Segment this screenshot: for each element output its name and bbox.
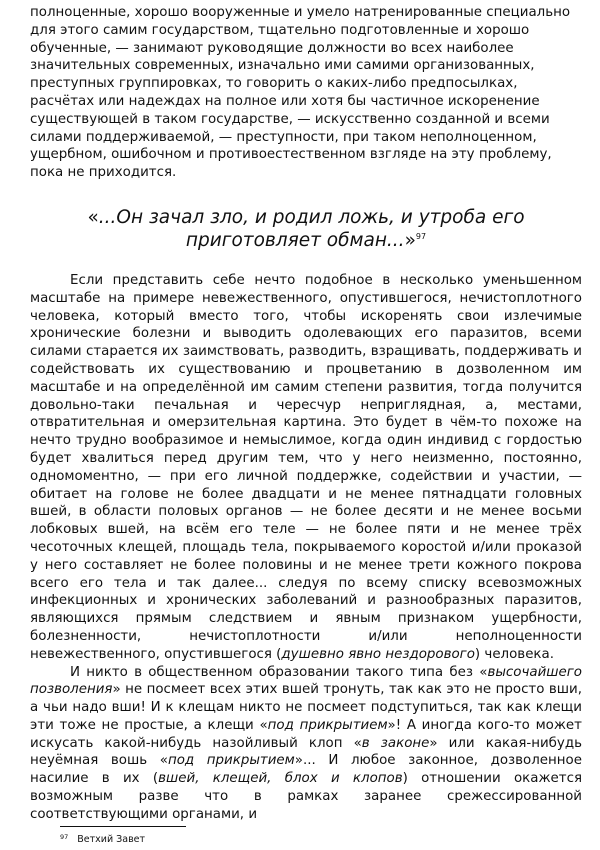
page-body bbox=[30, 4, 582, 824]
footnote-number: 97 bbox=[60, 833, 69, 841]
paragraph-continued: полноценные, хорошо вооруженные и умело натренированные специально для этого самим государством, тщательно подготовленные и хорошо обученные, — занимают руководящие должности во всех наиболее значительных современных, изначально ими самими организованных, преступных группировках, то говорить о каких-либо предпосылках, расчётах или надеждах на полное или хотя бы частичное искоренение существующей в таком государстве, — искусственно созданной и всеми силами поддерживаемой, — преступности, при таком неполноценном, ущербном, ошибочном и противоестественном взгляде на эту проблему, пока не приходится. bbox=[30, 5, 571, 181]
italic-phrase: высочайшего позволения bbox=[30, 664, 582, 698]
paragraph-text: »... И любое законное, дозволенное насилие в их ( bbox=[30, 753, 582, 787]
epigraph-quote bbox=[30, 206, 582, 252]
paragraph-text: » не посмеет всех этих вшей тронуть, так как это не просто вши, а чьи надо вши! И к клещам никто не посмеет подступиться, так как клещи эти тоже не простые, а клещи « bbox=[30, 682, 582, 733]
paragraph-text: И никто в общественном образовании такого типа без « bbox=[70, 664, 488, 680]
footnote-reference[interactable]: 97 bbox=[415, 231, 427, 241]
quote-text: ...Он зачал зло, и родил ложь, и утроба его приготовляет обман... bbox=[98, 206, 525, 251]
paragraph-text: » или какая-нибудь неуёмная вошь « bbox=[30, 735, 582, 769]
paragraph-lice-metaphor bbox=[30, 272, 582, 664]
quote-open-mark: « bbox=[87, 206, 99, 228]
italic-phrase: вшей, клещей, блох и клопов bbox=[158, 771, 403, 787]
footnote-text: Ветхий Завет bbox=[77, 834, 146, 845]
footnote bbox=[60, 826, 186, 846]
paragraph-text: ) человека. bbox=[474, 646, 554, 662]
paragraph-untouchable bbox=[30, 664, 582, 824]
italic-phrase: в законе bbox=[361, 735, 430, 751]
italic-phrase: душевно явно нездорового bbox=[281, 646, 475, 662]
paragraph-text: ) отношении окажется возможным разве что в рамках заранее срежессированной соответствующими органами, и bbox=[30, 771, 582, 822]
paragraph-text: »! А иногда кого-то может искусать какой-нибудь назойливый клоп « bbox=[30, 717, 582, 751]
italic-phrase: под прикрытием bbox=[267, 717, 388, 733]
italic-phrase: под прикрытием bbox=[167, 753, 295, 769]
paragraph-text: Если представить себе нечто подобное в несколько уменьшенном масштабе на примере невежественного, опустившегося, нечистоплотного человека, который вместо того, чтобы искоренять свои излечимые хронические болезни и выводить одолевающих его паразитов, всеми силами старается их заимствовать, разводить, взращивать, поддерживать и содействовать их существованию и процветанию в дозволенном им масштабе и на определённой им самим степени развития, тогда получится довольно-таки печальная и чересчур неприглядная, а, местами, отвратительная и омерзительная картина. Это будет в чём-то похоже на нечто трудно вообразимое и немыслимое, когда один индивид с гордостью будет хвалиться перед другим тем, что у него неизменно, постоянно, одномоментно, — при его личной поддержке, содействии и участии, — обитает на голове не более двадцати и не менее пятнадцати головных вшей, в области половых органов — не более десяти и не менее восьми лобковых вшей, на всём его теле — не более пяти и не менее трёх чесоточных клещей, площадь тела, покрываемого коростой и/или проказой у него составляет не более половины и не менее трети кожного покрова всего его тела и так далее... следуя по всему списку всевозможных инфекционных и хронических заболеваний и разнообразных паразитов, являющихся прямым следствием и явным признаком ущербности, болезненности, нечистоплотности и/или неполноценности невежественного, опустившегося ( bbox=[30, 272, 582, 662]
quote-close-mark: » bbox=[404, 229, 416, 251]
